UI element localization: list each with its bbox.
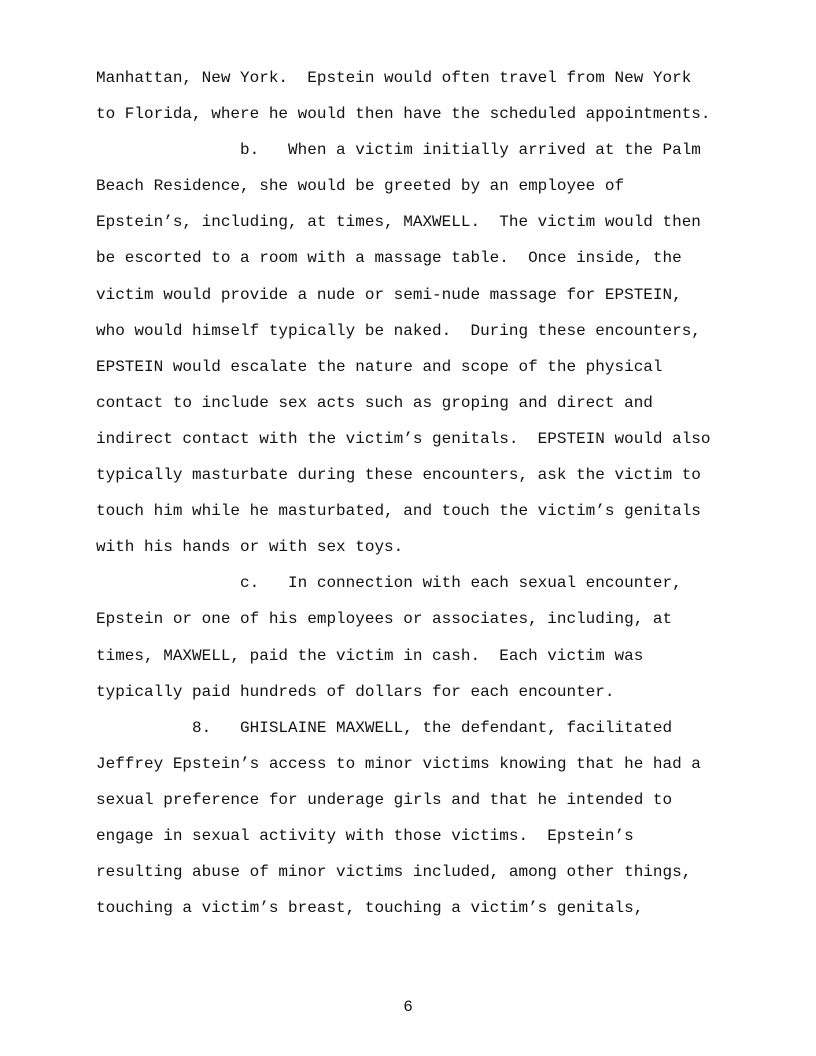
text-line: Epstein’s, including, at times, MAXWELL. The victim would then: [96, 213, 701, 232]
text-line: resulting abuse of minor victims included, among other things,: [96, 863, 692, 882]
text-line: touching a victim’s breast, touching a victim’s genitals,: [96, 899, 644, 918]
text-line: typically masturbate during these encounters, ask the victim to: [96, 466, 701, 485]
text-line: touch him while he masturbated, and touch the victim’s genitals: [96, 502, 701, 521]
page-number: 6: [403, 998, 413, 1016]
text-line: contact to include sex acts such as groping and direct and: [96, 393, 653, 412]
text-line: typically paid hundreds of dollars for each encounter.: [96, 682, 615, 701]
paragraph-c-start: c. In connection with each sexual encounter,: [96, 574, 682, 593]
text-line: indirect contact with the victim’s genitals. EPSTEIN would also: [96, 429, 711, 448]
text-line: with his hands or with sex toys.: [96, 538, 404, 557]
text-line: engage in sexual activity with those victims. Epstein’s: [96, 826, 634, 845]
document-body: [96, 60, 711, 926]
paragraph-b-start: b. When a victim initially arrived at the Palm: [96, 141, 701, 160]
text-line: who would himself typically be naked. During these encounters,: [96, 321, 701, 340]
text-line: victim would provide a nude or semi-nude massage for EPSTEIN,: [96, 285, 682, 304]
text-line: to Florida, where he would then have the scheduled appointments.: [96, 105, 711, 124]
text-line: EPSTEIN would escalate the nature and scope of the physical: [96, 357, 663, 376]
text-line: times, MAXWELL, paid the victim in cash. Each victim was: [96, 646, 644, 665]
paragraph-8-start: 8. GHISLAINE MAXWELL, the defendant, facilitated: [96, 718, 673, 737]
text-line: be escorted to a room with a massage table. Once inside, the: [96, 249, 682, 268]
text-line: Epstein or one of his employees or associates, including, at: [96, 610, 673, 629]
text-line: Manhattan, New York. Epstein would often travel from New York: [96, 69, 692, 87]
text-line: Beach Residence, she would be greeted by an employee of: [96, 177, 625, 196]
text-line: sexual preference for underage girls and that he intended to: [96, 790, 673, 809]
text-line: Jeffrey Epstein’s access to minor victims knowing that he had a: [96, 754, 701, 773]
